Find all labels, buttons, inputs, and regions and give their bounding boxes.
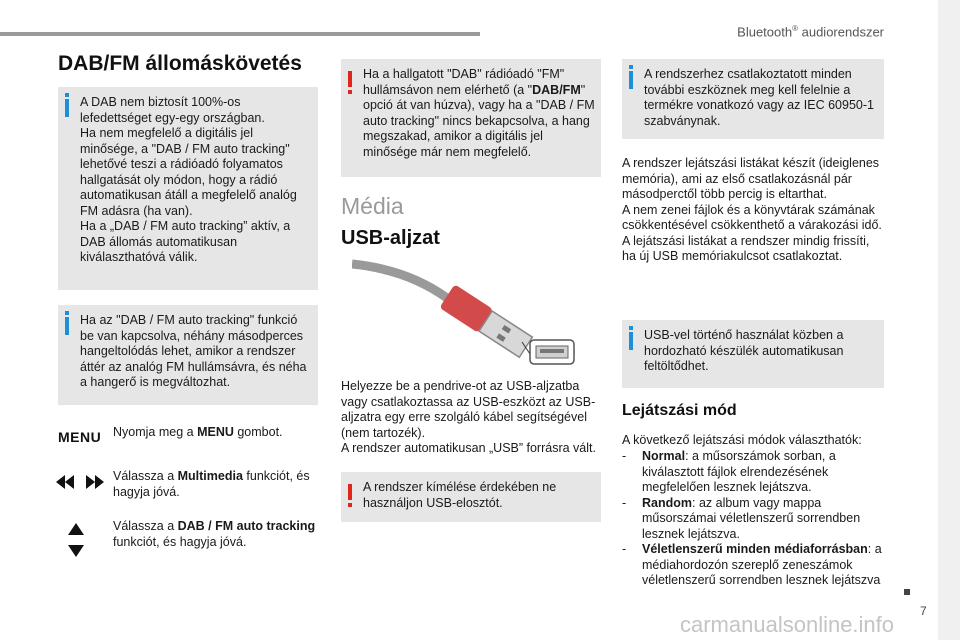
media-title: Média — [341, 193, 404, 219]
page-number: 7 — [920, 604, 927, 618]
step-menu-text: Nyomja meg a MENU gombot. — [113, 425, 283, 439]
side-tab — [938, 0, 960, 640]
section-title: DAB/FM állomáskövetés — [58, 52, 302, 75]
list-item: - Normal: a műsorszámok sorban, a kiválasztott fájlok elrendezésének megfelelően lesznek lejátszva. — [622, 449, 836, 494]
note-text: USB-vel történő használat közben a hordozható készülék automatikusan feltöltődhet. — [644, 328, 844, 373]
play-mode-list — [622, 449, 884, 589]
up-down-arrows-icon — [68, 523, 84, 557]
watermark: carmanualsonline.info — [680, 612, 895, 637]
note-text: A rendszer kímélése érdekében ne használjon USB-elosztót. — [363, 480, 557, 510]
usb-plug-illustration — [352, 258, 584, 368]
info-note-dab-coverage — [58, 87, 318, 290]
list-item: - Véletlenszerű minden médiaforrásban: a médiahordozón szereplő zeneszámok véletlenszerű sorrendben lesznek lejátszva — [622, 542, 882, 587]
info-icon — [629, 71, 633, 89]
warning-icon — [348, 71, 352, 87]
continue-marker — [904, 589, 910, 595]
header-rule — [0, 32, 480, 36]
note-text: Ha a hallgatott "DAB" rádióadó "FM" hullámsávon nem elérhető (a "DAB/FM" opció át van húzva), vagy ha a "DAB / FM auto tracking" nincs bekapcsolva, a hang megszakad, amikor a digitális jel minősége már nem megfelelő. — [363, 67, 595, 159]
info-note-charging — [622, 320, 884, 388]
note-text: A rendszerhez csatlakoztatott minden további eszköznek meg kell felelnie a termékre vonatkozó vagy az IEC 60950-1 szabványnak. — [644, 67, 874, 128]
warning-note-usb-hub — [341, 472, 601, 522]
info-note-iec-standard — [622, 59, 884, 139]
info-note-dab-shift — [58, 305, 318, 405]
info-icon — [65, 317, 69, 335]
info-icon — [629, 332, 633, 350]
usb-instructions: Helyezze be a pendrive-ot az USB-aljzatba vagy csatlakoztassa az USB-eszközt az USB-aljzatra egy erre szolgáló kábel segítségével (nem tartozék). A rendszer automatikusan „USB” forrásra vált. — [341, 379, 596, 455]
play-mode-intro: A következő lejátszási módok választhatók: — [622, 433, 862, 447]
left-right-arrows-icon — [56, 474, 104, 490]
warning-icon — [348, 484, 352, 500]
playlist-text: A rendszer lejátszási listákat készít (ideiglenes memória), ami az első csatlakozásnál pár másodperctől több percig is eltarthat. A nem zenei fájlok és a könyvtárak számának csökkentésével csökkenthető a várakozási idő. A lejátszási listákat a rendszer mindig frissíti, ha új USB memóriakulcsot csatlakoztat. — [622, 156, 882, 263]
info-icon — [65, 99, 69, 117]
menu-button-icon: MENU — [58, 429, 102, 445]
step-multimedia-text: Válassza a Multimedia funkciót, és hagyja jóvá. — [113, 469, 310, 499]
note-text: Ha az "DAB / FM auto tracking" funkció be van kapcsolva, néhány másodperces hangeltolódás lehet, amikor a rendszer áttér az analóg FM hullámsávra, és néha a hangerő is megváltozhat. — [80, 313, 307, 389]
header-title: Bluetooth® audiorendszer — [737, 24, 884, 40]
step-dab-text: Válassza a DAB / FM auto tracking funkciót, és hagyja jóvá. — [113, 519, 316, 549]
warning-note-dab-fm — [341, 59, 601, 177]
list-item: - Random: az album vagy mappa műsorszámai véletlenszerű sorrendben lesznek lejátszva. — [622, 495, 861, 541]
play-mode-title: Lejátszási mód — [622, 402, 737, 419]
usb-title: USB-aljzat — [341, 227, 440, 249]
note-text: A DAB nem biztosít 100%-os lefedettséget egy-egy országban. Ha nem megfelelő a digitális jel minősége, a "DAB / FM auto tracking" lehetővé teszi a rádióadó folyamatos hallgatását oly módon, hogy a rádió automatikusan átáll a megfelelő analóg FM adásra (ha van). Ha a „DAB / FM auto tracking” aktív, a DAB állomás automatikusan kiválaszthatóvá válik. — [80, 95, 297, 264]
